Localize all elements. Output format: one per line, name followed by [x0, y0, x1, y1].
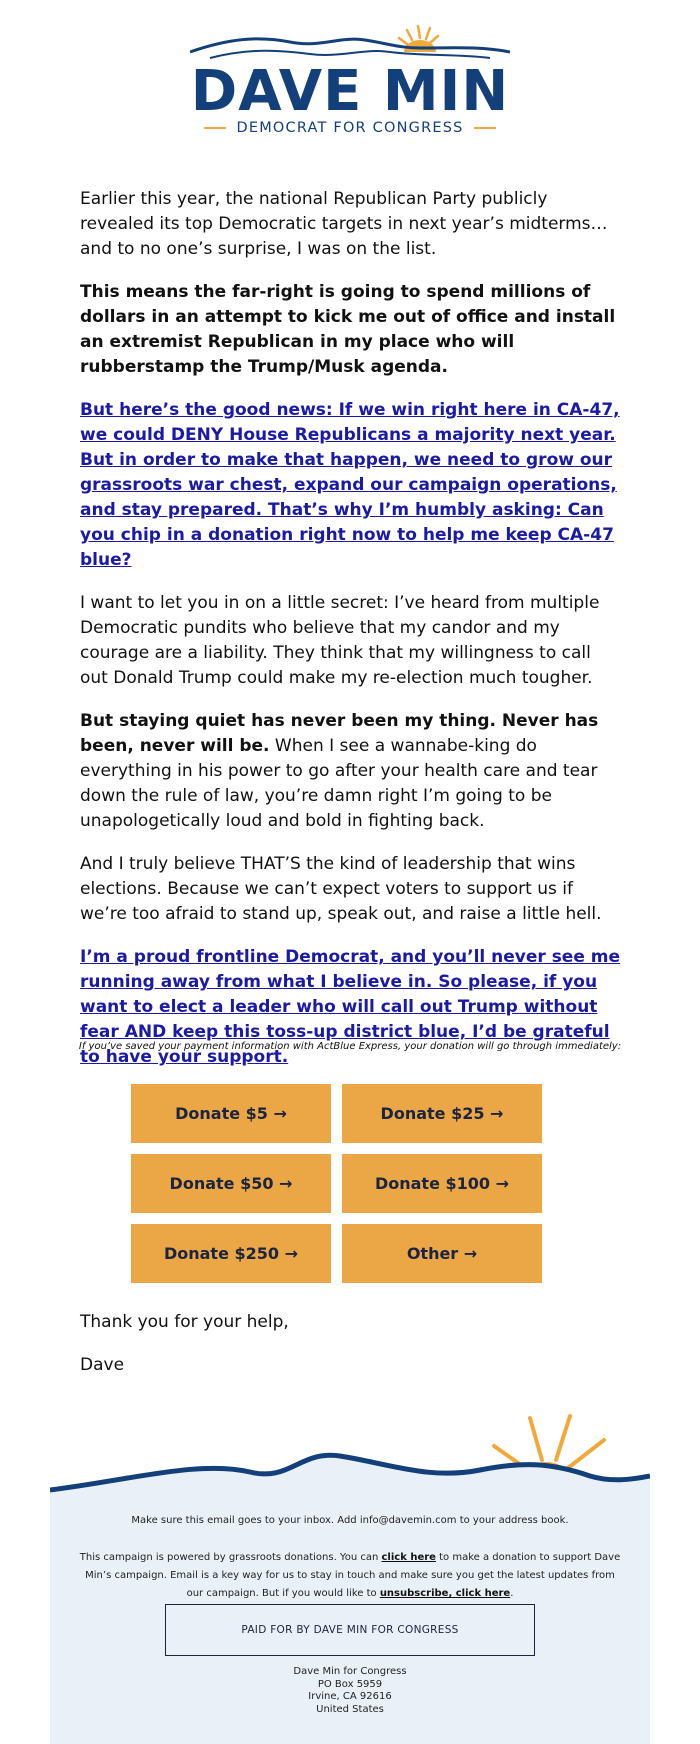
- email-footer: [50, 1410, 650, 1744]
- powered-line-3-post: .: [510, 1588, 514, 1599]
- tagline-rule-right: [474, 127, 496, 129]
- inbox-note: Make sure this email goes to your inbox. Add info@davemin.com to your address book.: [131, 1515, 569, 1526]
- powered-line-1: [50, 1549, 650, 1567]
- paragraph-5-bold: But staying quiet has never been my thing. Never has been, never will be.: [80, 711, 599, 756]
- campaign-tagline: [0, 119, 700, 137]
- click-here-link[interactable]: click here: [381, 1552, 436, 1563]
- powered-mid: to make a donation to support Dave: [435, 1552, 621, 1563]
- donate-250-button[interactable]: Donate $250 →: [131, 1224, 331, 1283]
- tagline-text: DEMOCRAT FOR CONGRESS: [236, 120, 464, 136]
- powered-line-3-pre: our campaign. But if you would like to: [186, 1588, 380, 1599]
- paragraph-2-bold: This means the far-right is going to spend millions of dollars in an attempt to kick me out of office and install an extremist Republican in my place who will rubberstamp the Trump/Musk agenda.: [80, 282, 616, 377]
- paragraph-3: [80, 398, 622, 573]
- address-line-2: PO Box 5959: [317, 1678, 383, 1690]
- candidate-name: DAVE MIN: [190, 59, 510, 124]
- paid-for-disclaimer: PAID FOR BY DAVE MIN FOR CONGRESS: [165, 1604, 535, 1656]
- donate-50-button[interactable]: Donate $50 →: [131, 1154, 331, 1213]
- paragraph-4: I want to let you in on a little secret: I’ve heard from multiple Democratic pundits who believe that my candor and my courage are a liability. They think that my willingness to call out Donald Trump could make my re-election much tougher.: [80, 593, 600, 688]
- signature: Dave: [80, 1355, 125, 1375]
- email-body: [80, 187, 622, 1088]
- donate-5-button[interactable]: Donate $5 →: [131, 1084, 331, 1143]
- paragraph-5: [80, 709, 622, 834]
- donate-link-2[interactable]: I’m a proud frontline Democrat, and you’ll never see me running away from what I believe in. So please, if you want to elect a leader who will call out Trump without fear AND keep this toss-up district blue, I’d be grateful to have your support.: [80, 947, 621, 1067]
- donate-100-button[interactable]: Donate $100 →: [342, 1154, 542, 1213]
- signoff: [80, 1310, 289, 1396]
- paragraph-1: Earlier this year, the national Republican Party publicly revealed its top Democratic targets in next year’s midterms… and to no one’s surprise, I was on the list.: [80, 189, 608, 259]
- donate-link-1[interactable]: But here’s the good news: If we win right here in CA-47, we could DENY House Republicans a majority next year. But in order to make that happen, we need to grow our grassroots war chest, expand our campaign operations, and stay prepared. That’s why I’m humbly asking: Can you chip in a donation right now to help me keep CA-47 blue?: [80, 400, 620, 570]
- powered-line-2: Min’s campaign. Email is a key way for us to stay in touch and make sure you get the latest updates from: [85, 1570, 615, 1581]
- unsubscribe-link[interactable]: unsubscribe, click here: [379, 1588, 511, 1599]
- thanks-line: Thank you for your help,: [80, 1312, 289, 1332]
- donate-25-button[interactable]: Donate $25 →: [342, 1084, 542, 1143]
- paragraph-6: And I truly believe THAT’S the kind of leadership that wins elections. Because we can’t expect voters to support us if we’re too afraid to stand up, speak out, and raise a little hell.: [80, 854, 602, 924]
- tagline-rule-left: [204, 127, 226, 129]
- mailing-address: [50, 1666, 650, 1716]
- address-line-3: Irvine, CA 92616: [308, 1691, 392, 1702]
- donate-other-button[interactable]: Other →: [342, 1224, 542, 1283]
- actblue-express-note: If you’ve saved your payment information with ActBlue Express, your donation will go through immediately:: [78, 1041, 622, 1052]
- powered-line-3: [50, 1585, 650, 1603]
- donate-button-grid: [131, 1084, 542, 1283]
- paragraph-2: [80, 280, 622, 380]
- powered-pre: This campaign is powered by grassroots donations. You can: [79, 1552, 382, 1563]
- address-line-1: Dave Min for Congress: [293, 1666, 407, 1677]
- paragraph-5-rest: When I see a wannabe-king do everything in his power to go after your health care and tear down the rule of law, you’re damn right I’m going to be unapologetically loud and bold in fighting back.: [80, 736, 598, 831]
- address-line-4: United States: [316, 1703, 384, 1715]
